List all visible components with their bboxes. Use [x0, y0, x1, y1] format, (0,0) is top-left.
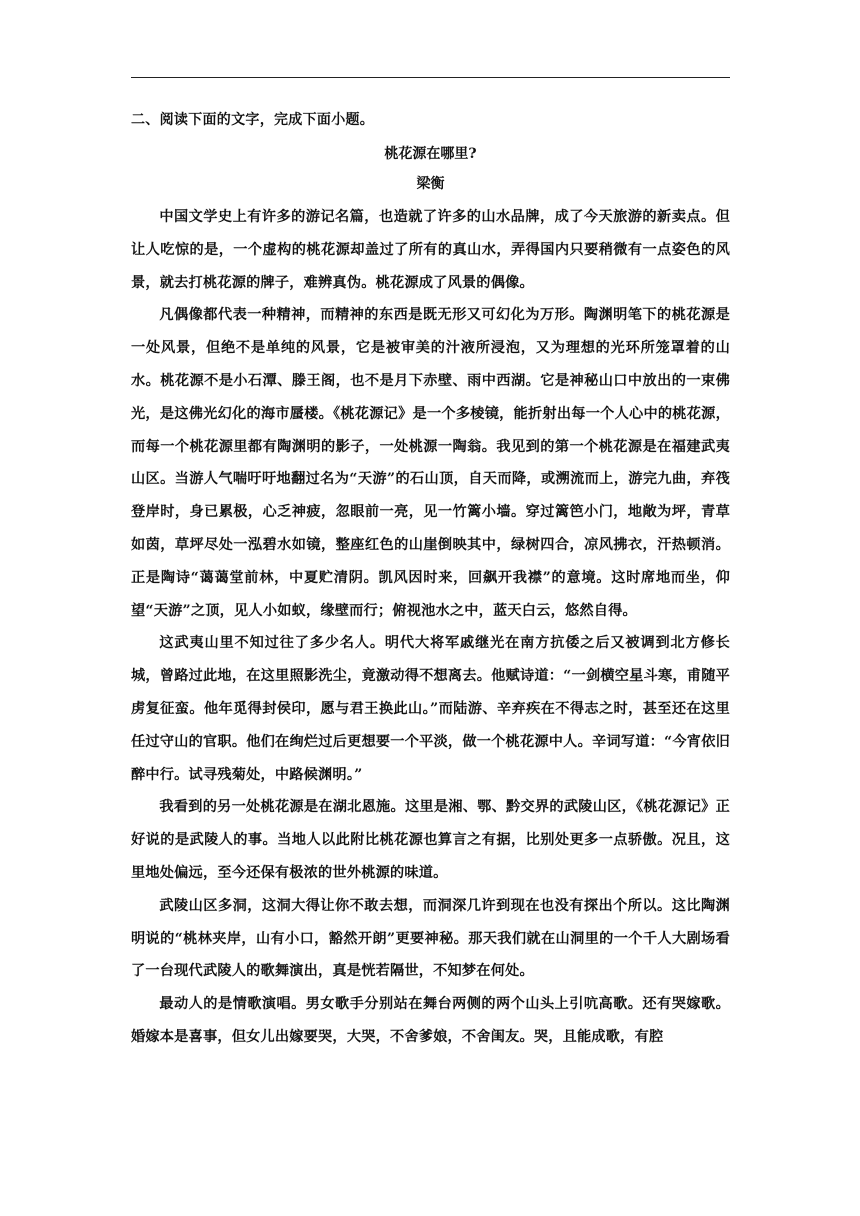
- article-author: 梁衡: [416, 176, 445, 192]
- paragraph: 这武夷山里不知过往了多少名人。明代大将军戚继光在南方抗倭之后又被调到北方修长城，曾路过此地，在这里照影洗尘，竟激动得不想离去。他赋诗道：“一剑横空星斗寒，甫随平虏复征蛮。他年觅得封侯印，愿与君王换此山。”而陆游、辛弃疾在不得志之时，甚至还在这里任过守山的官职。他们在绚烂过后更想要一个平淡，做一个桃花源中人。辛词写道：“今宵依旧醉中行。试寻残菊处，中路候渊明。”: [131, 635, 730, 783]
- paragraph: 武陵山区多洞，这洞大得让你不敢去想，而洞深几许到现在也没有探出个所以。这比陶渊明说的“桃林夹岸，山有小口，豁然开朗”更要神秘。那天我们就在山洞里的一个千人大剧场看了一台现代武陵人的歌舞演出，真是恍若隔世，不知梦在何处。: [131, 897, 730, 980]
- section-heading: 二、阅读下面的文字，完成下面小题。: [131, 112, 375, 128]
- paragraph: 最动人的是情歌演唱。男女歌手分别站在舞台两侧的两个山头上引吭高歌。还有哭嫁歌。婚嫁本是喜事，但女儿出嫁要哭，大哭，不舍爹娘，不舍闺友。哭，且能成歌，有腔: [131, 996, 730, 1045]
- paragraph: 凡偶像都代表一种精神，而精神的东西是既无形又可幻化为万形。陶渊明笔下的桃花源是一处风景，但绝不是单纯的风景，它是被审美的汁液所浸泡，又为理想的光环所笼罩着的山水。桃花源不是小石潭、滕王阁，也不是月下赤壁、雨中西湖。它是神秘山口中放出的一束佛光，是这佛光幻化的海市蜃楼。《桃花源记》是一个多棱镜，能折射出每一个人心中的桃花源，而每一个桃花源里都有陶渊明的影子，一处桃源一陶翁。我见到的第一个桃花源是在福建武夷山区。当游人气喘吁吁地翻过名为“天游”的石山顶，自天而降，或溯流而上，游完九曲，弃筏登岸时，身已累极，心乏神疲，忽眼前一亮，见一竹篱小墙。穿过篱笆小门，地敞为坪，青草如茵，草坪尽处一泓碧水如镜，整座红色的山崖倒映其中，绿树四合，凉风拂衣，汗热顿消。正是陶诗“蔼蔼堂前林，中夏贮清阴。凯风因时来，回飙开我襟”的意境。这时席地而坐，仰望“天游”之顶，见人小如蚁，缘壁而行；俯视池水之中，蓝天白云，悠然自得。: [131, 307, 730, 619]
- document-body: [131, 105, 730, 1054]
- header-rule: [131, 77, 730, 78]
- article-title: 桃花源在哪里?: [384, 146, 477, 162]
- paragraph: 我看到的另一处桃花源是在湖北恩施。这里是湘、鄂、黔交界的武陵山区，《桃花源记》正好说的是武陵人的事。当地人以此附比桃花源也算言之有据，比别处更多一点骄傲。况且，这里地处偏远，至今还保有极浓的世外桃源的味道。: [131, 799, 730, 881]
- paragraph: 中国文学史上有许多的游记名篇，也造就了许多的山水品牌，成了今天旅游的新卖点。但让人吃惊的是，一个虚构的桃花源却盖过了所有的真山水，弄得国内只要稍微有一点姿色的风景，就去打桃花源的牌子，难辨真伪。桃花源成了风景的偶像。: [131, 209, 730, 291]
